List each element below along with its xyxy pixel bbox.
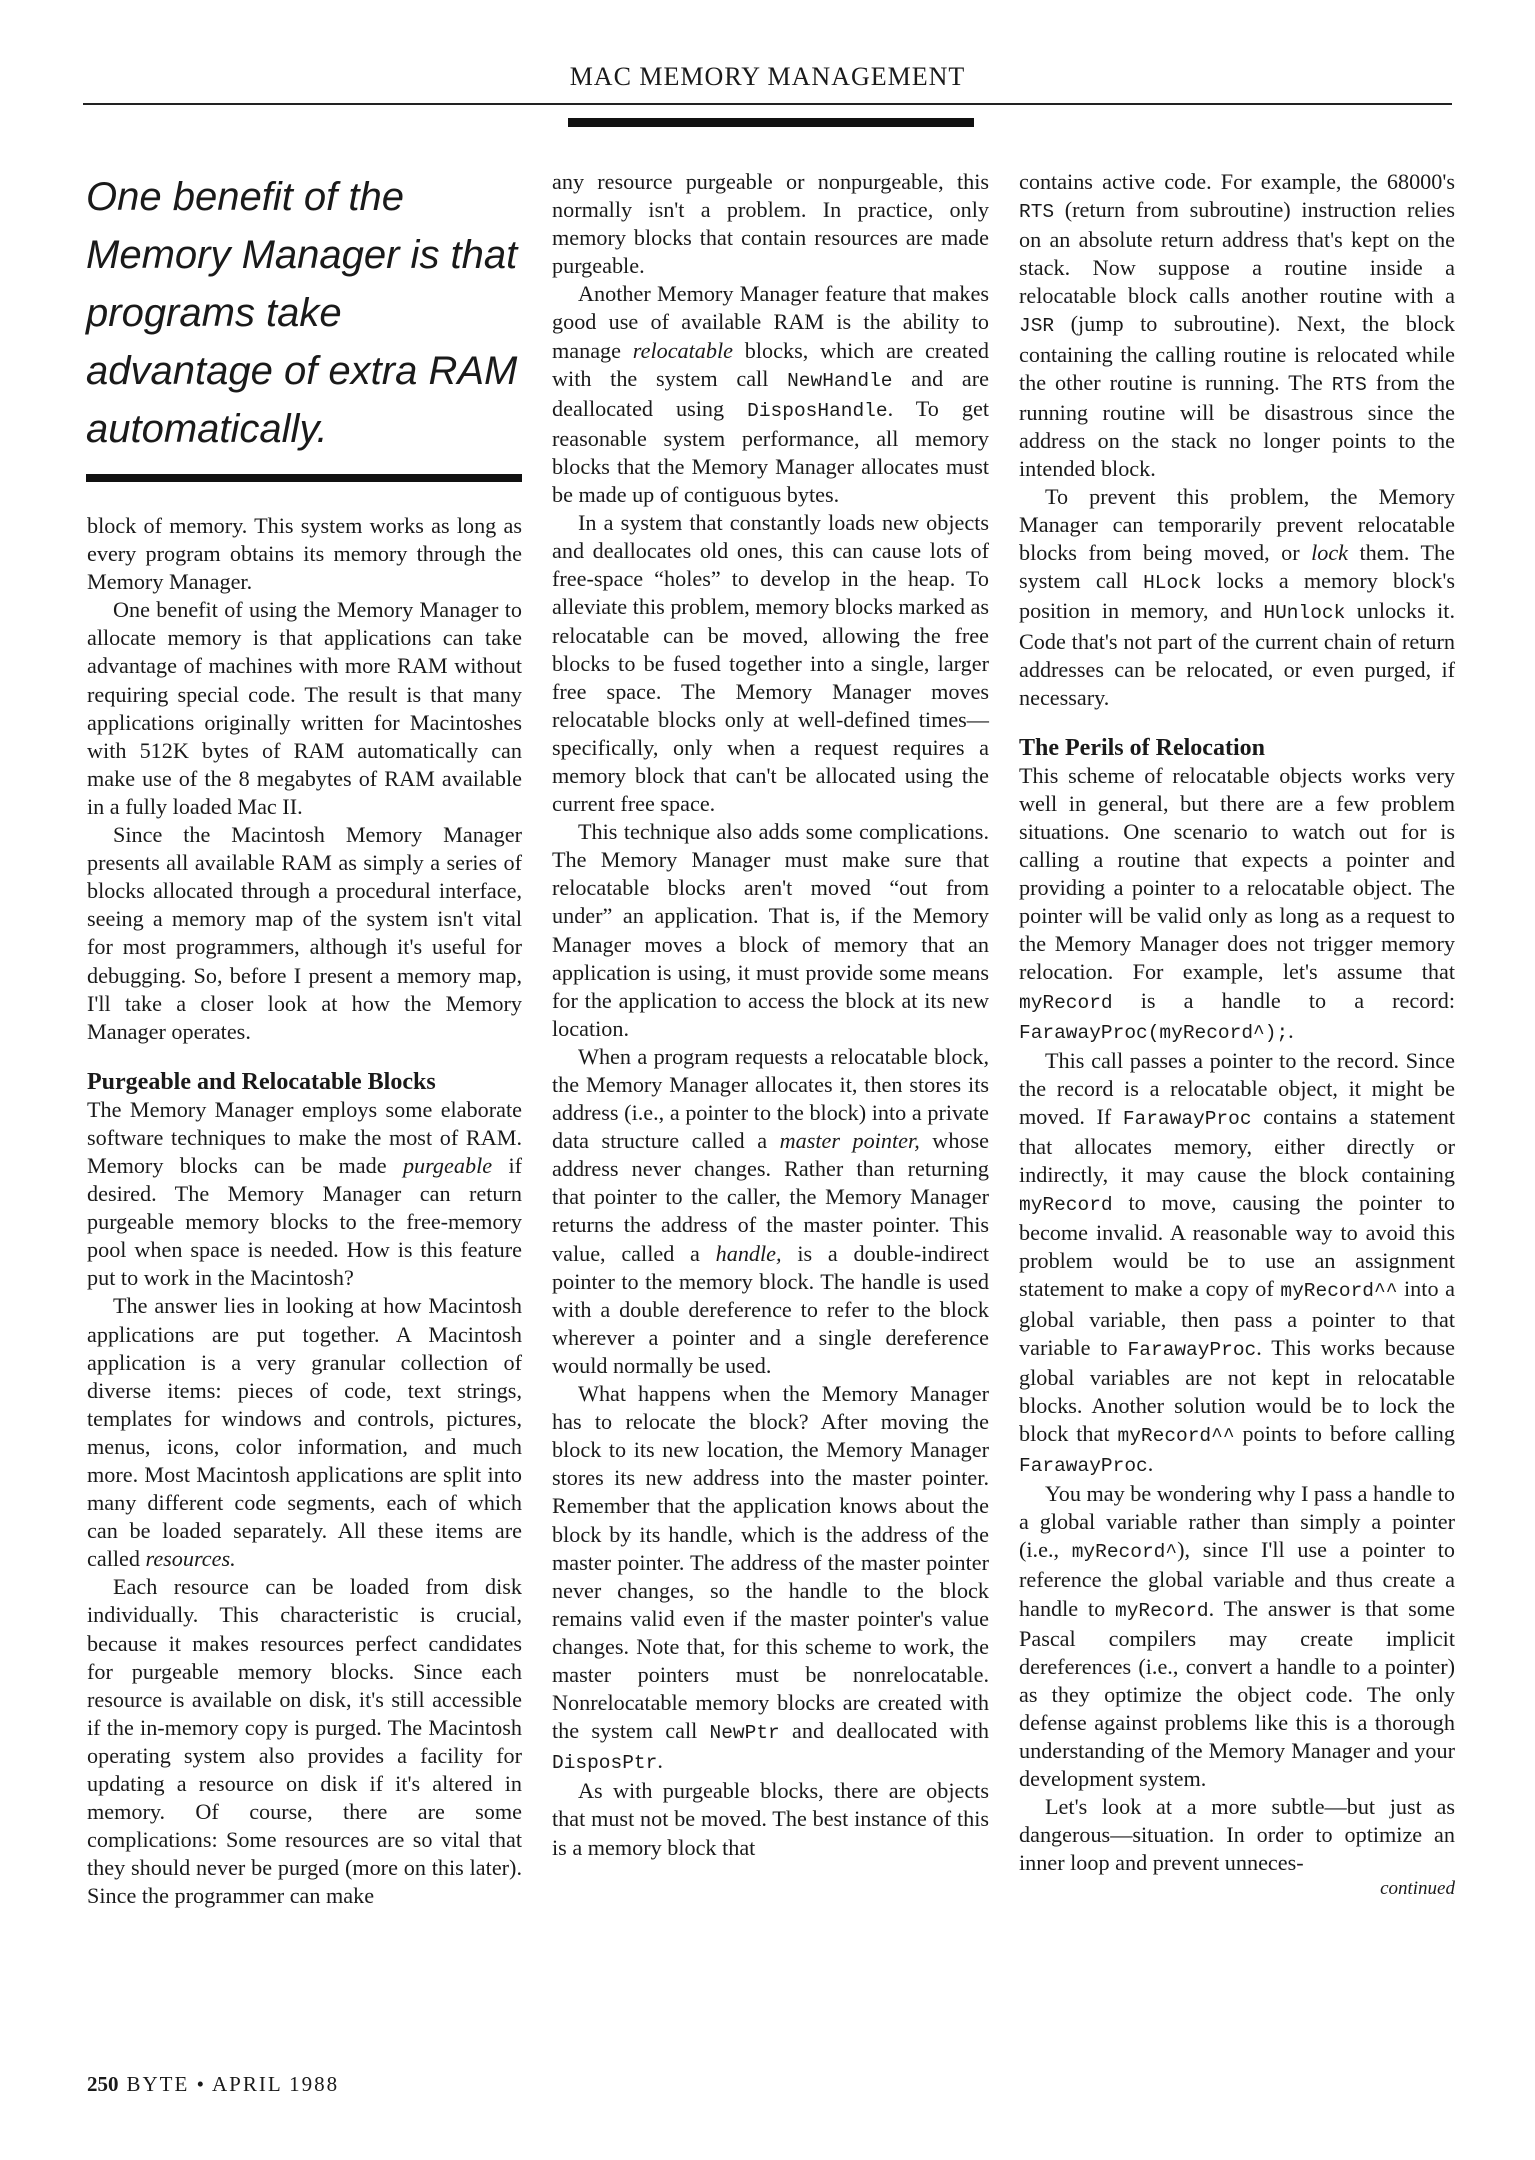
page-footer	[87, 2072, 339, 2097]
paragraph: One benefit of using the Memory Manager to allocate memory is that applications can take advantage of machines with more RAM without requiring special code. The result is that many applications originally written for Macintoshes with 512K bytes of RAM automatically can make use of the 8 megabytes of RAM available in a fully loaded Mac II.	[87, 597, 522, 819]
paragraph: Each resource can be loaded from disk individually. This characteristic is crucial, because it makes resources perfect candidates for purgeable memory blocks. Since each resource is available on disk, it's still accessible if the in-memory copy is purged. The Macintosh operating system also provides a facility for updating a resource on disk if it's altered in memory. Of course, there are some complications: Some resources are so vital that they should never be purged (more on this later). Since the programmer can make	[87, 1574, 522, 1909]
paragraph: block of memory. This system works as long as every program obtains its memory through the Memory Manager.	[87, 513, 522, 595]
paragraph: Another Memory Manager feature that makes good use of available RAM is the ability to manage relocatable blocks, which are created with the system call NewHandle and are deallocated using DisposHandle. To get reasonable system performance, all memory blocks that the Memory Manager allocates must be made up of contiguous bytes.	[552, 281, 989, 508]
section-heading: The Perils of Relocation	[1019, 734, 1265, 761]
paragraph: This scheme of relocatable objects works very well in general, but there are a few problem situations. One scenario to watch out for is calling a routine that expects a pointer and providing a pointer to a relocatable object. The pointer will be valid only as long as a request to the Memory Manager does not trigger memory relocation. For example, let's assume that myRecord is a handle to a record: FarawayProc(myRecord^);.	[1019, 762, 1455, 1044]
paragraph: When a program requests a relocatable block, the Memory Manager allocates it, then stores its address (i.e., a pointer to the block) into a private data structure called a master pointer, whose address never changes. Rather than returning that pointer to the caller, the Memory Manager returns the address of the master pointer. This value, called a handle, is a double-indirect pointer to the memory block. The handle is used with a double dereference to refer to the block wherever a pointer and a single dereference would normally be used.	[552, 1043, 989, 1378]
header-bar	[568, 118, 974, 127]
paragraph: You may be wondering why I pass a handle to a global variable rather than simply a pointer (i.e., myRecord^), since I'll use a pointer to reference the global variable and thus create a handle to myRecord. The answer is that some Pascal compilers may create implicit dereferences (i.e., convert a handle to a pointer) as they optimize the object code. The only defense against problems like this is a thorough understanding of the Memory Manager and your development system.	[1019, 1481, 1456, 1792]
page-number: 250	[87, 2072, 119, 2096]
running-header: MAC MEMORY MANAGEMENT	[569, 62, 966, 91]
paragraph: As with purgeable blocks, there are objects that must not be moved. The best instance of this is a memory block that	[552, 1778, 989, 1860]
paragraph: What happens when the Memory Manager has to relocate the block? After moving the block to its new location, the Memory Manager stores its new address into the master pointer. Remember that the application knows about the block by its handle, which is the address of the master pointer. The address of the master pointer never changes, so the handle to the block remains valid even if the master pointer's value changes. Note that, for this scheme to work, the master pointers must be nonrelocatable. Nonrelocatable memory blocks are created with the system call NewPtr and deallocated with DisposPtr.	[552, 1381, 990, 1775]
paragraph: To prevent this problem, the Memory Manager can temporarily prevent relocatable blocks from being moved, or lock them. The system call HLock locks a memory block's position in memory, and HUnlock unlocks it. Code that's not part of the current chain of return addresses can be relocated, or even purged, if necessary.	[1019, 484, 1456, 710]
paragraph: contains active code. For example, the 68000's RTS (return from subroutine) instruction relies on an absolute return address that's kept on the stack. Now suppose a routine inside a relocatable block calls another routine with a JSR (jump to subroutine). Next, the block containing the calling routine is relocated while the other routine is running. The RTS from the running routine will be disastrous since the address on the stack no longer points to the intended block.	[1019, 169, 1455, 481]
paragraph: This technique also adds some complications. The Memory Manager must make sure that relocatable blocks aren't moved “out from under” an application. That is, if the Memory Manager moves a block of memory that an application is using, it must provide some means for the application to access the block at its new location.	[552, 819, 989, 1041]
header-rule	[83, 103, 1452, 105]
paragraph: This call passes a pointer to the record. Since the record is a relocatable object, it might be moved. If FarawayProc contains a statement that allocates memory, either directly or indirectly, it may cause the block containing myRecord to move, causing the pointer to become invalid. A reasonable way to avoid this problem would be to use an assignment statement to make a copy of myRecord^^ into a global variable, then pass a pointer to that variable to FarawayProc. This works because global variables are not kept in relocatable blocks. Another solution would be to lock the block that myRecord^^ points to before calling FarawayProc.	[1019, 1047, 1455, 1478]
pull-quote: One benefit of the Memory Manager is that programs take advantage of extra RAM automatically.	[86, 175, 518, 451]
paragraph: The Memory Manager employs some elaborate software techniques to make the most of RAM. Memory blocks can be made purgeable if desired. The Memory Manager can return purgeable memory blocks to the free-memory pool when space is needed. How is this feature put to work in the Macintosh?	[87, 1096, 522, 1291]
magazine-issue: BYTE • APRIL 1988	[126, 2072, 340, 2096]
section-heading: Purgeable and Relocatable Blocks	[87, 1068, 436, 1095]
continued-label: continued	[1380, 1878, 1455, 1900]
column-2	[552, 168, 989, 1862]
paragraph: In a system that constantly loads new objects and deallocates old ones, this can cause lots of free-space “holes” to develop in the heap. To alleviate this problem, memory blocks marked as relocatable can be moved, allowing the free blocks to be fused together into a single, larger free space. The Memory Manager moves relocatable blocks only at well-defined times—specifically, only when a request requires a memory block that can't be allocated using the current free space.	[552, 510, 989, 817]
column-3	[1019, 168, 1455, 1901]
paragraph: Let's look at a more subtle—but just as dangerous—situation. In order to optimize an inner loop and prevent unneces-	[1019, 1794, 1455, 1876]
paragraph: The answer lies in looking at how Macintosh applications are put together. A Macintosh application is a very granular collection of diverse items: pieces of code, text strings, templates for windows and controls, pictures, menus, icons, color information, and much more. Most Macintosh applications are split into many different code segments, each of which can be loaded separately. All these items are called resources.	[87, 1293, 522, 1572]
paragraph: any resource purgeable or nonpurgeable, this normally isn't a problem. In practice, only memory blocks that contain resources are made purgeable.	[552, 169, 989, 279]
paragraph: Since the Macintosh Memory Manager presents all available RAM as simply a series of blocks allocated through a procedural interface, seeing a memory map of the system isn't vital for most programmers, although it's useful for debugging. So, before I present a memory map, I'll take a closer look at how the Memory Manager operates.	[87, 822, 522, 1044]
column-1	[87, 512, 522, 1911]
pull-quote-rule	[86, 474, 522, 482]
